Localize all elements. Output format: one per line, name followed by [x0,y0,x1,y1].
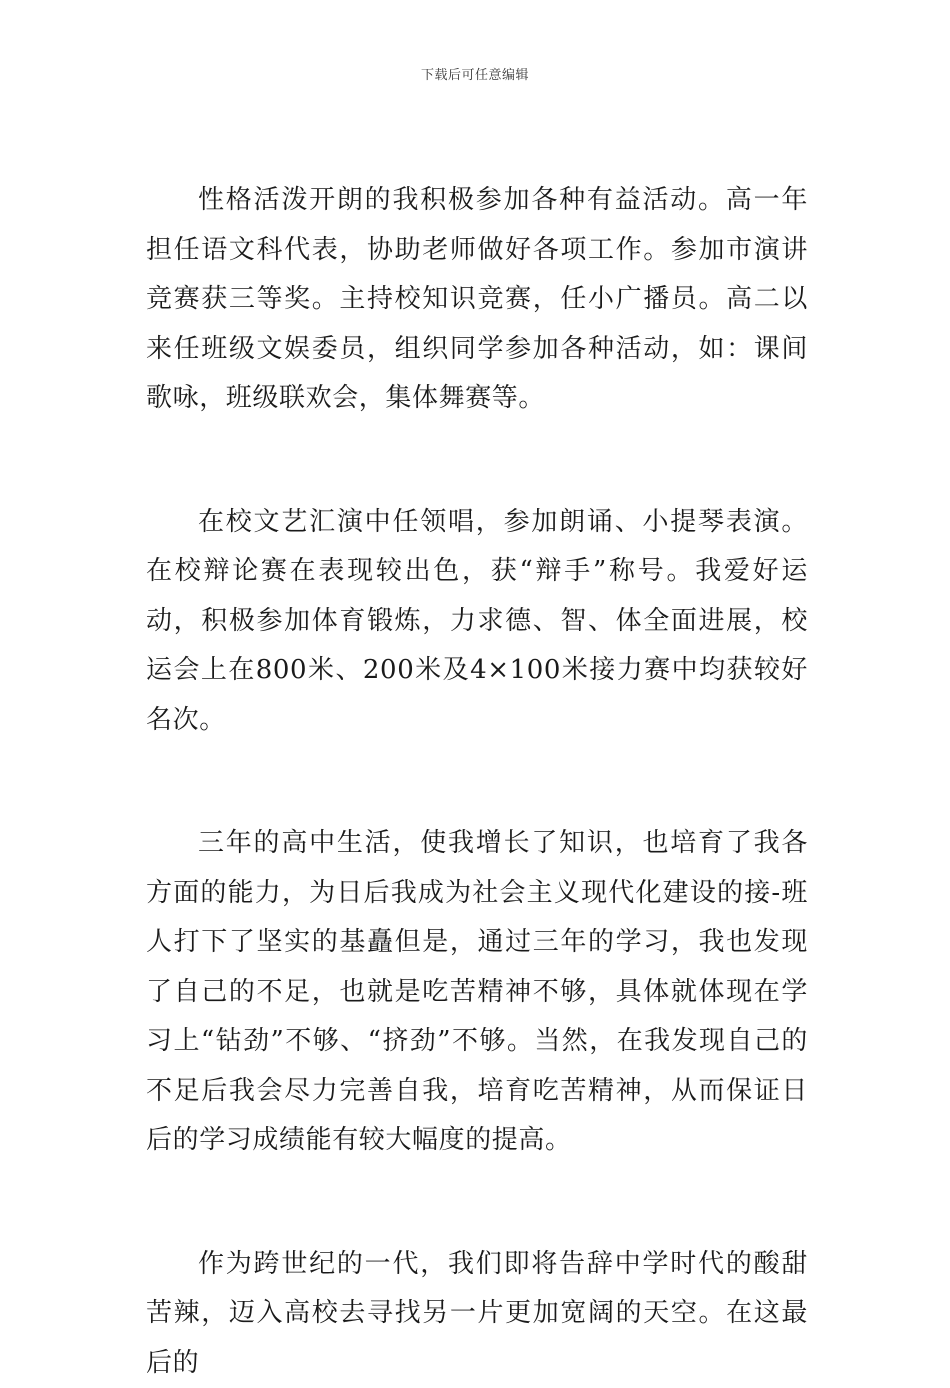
page-header: 下载后可任意编辑 [0,64,950,83]
paragraph: 在校文艺汇演中任领唱，参加朗诵、小提琴表演。在校辩论赛在表现较出色，获“辩手”称号。我爱好运动，积极参加体育锻炼，力求德、智、体全面进展，校运会上在800米、200米及4×100米接力赛中均获较好名次。 [146,498,808,746]
paragraph: 性格活泼开朗的我积极参加各种有益活动。高一年担任语文科代表，协助老师做好各项工作。参加市演讲竞赛获三等奖。主持校知识竞赛，任小广播员。高二以来任班级文娱委员，组织同学参加各种活动，如：课间歌咏，班级联欢会，集体舞赛等。 [146,176,808,424]
document-body [146,176,808,1388]
paragraph: 三年的高中生活，使我增长了知识，也培育了我各方面的能力，为日后我成为社会主义现代化建设的接-班人打下了坚实的基矗但是，通过三年的学习，我也发现了自己的不足，也就是吃苦精神不够，具体就体现在学习上“钻劲”不够、“挤劲”不够。当然，在我发现自己的不足后我会尽力完善自我，培育吃苦精神，从而保证日后的学习成绩能有较大幅度的提高。 [146,819,808,1166]
paragraph: 作为跨世纪的一代，我们即将告辞中学时代的酸甜苦辣，迈入高校去寻找另一片更加宽阔的天空。在这最后的 [146,1240,808,1388]
